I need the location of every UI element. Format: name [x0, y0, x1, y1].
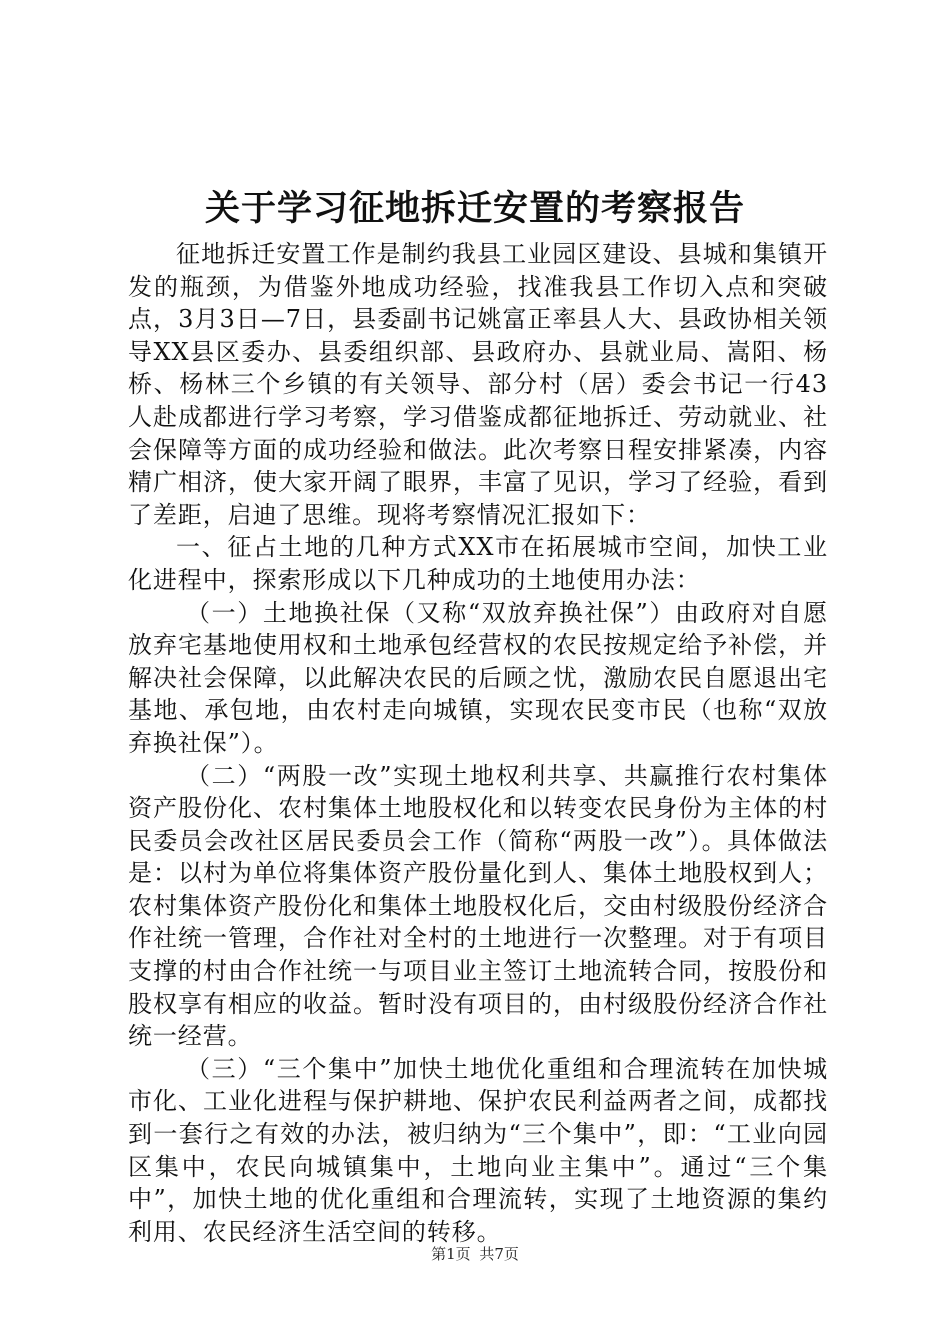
paragraph-section-1: 一、征占土地的几种方式XX市在拓展城市空间，加快工业化进程中，探索形成以下几种成功的土地使用办法： — [128, 533, 828, 594]
paragraph-item-1: （一）土地换社保（又称“双放弃换社保”）由政府对自愿放弃宅基地使用权和土地承包经营权的农民按规定给予补偿，并解决社会保障，以此解决农民的后顾之忧，激励农民自愿退出宅基地、承包地，由农村走向城镇，实现农民变市民（也称“双放弃换社保”）。 — [128, 598, 828, 757]
paragraph-item-2: （二）“两股一改”实现土地权利共享、共赢推行农村集体资产股份化、农村集体土地股权化和以转变农民身份为主体的村民委员会改社区居民委员会工作（简称“两股一改”）。具体做法是：以村为单位将集体资产股份量化到人、集体土地股权到人；农村集体资产股份化和集体土地股权化后，交由村级股份经济合作社统一管理，合作社对全村的土地进行一次整理。对于有项目支撑的村由合作社统一与项目业主签订土地流转合同，按股份和股权享有相应的收益。暂时没有项目的，由村级股份经济合作社统一经营。 — [128, 761, 828, 1051]
page-total: 共7页 — [479, 1245, 519, 1263]
page-number: 第1页 — [431, 1245, 471, 1263]
document-title: 关于学习征地拆迁安置的考察报告 — [204, 189, 745, 229]
document-body — [128, 238, 828, 1248]
paragraph-item-3: （三）“三个集中”加快土地优化重组和合理流转在加快城市化、工业化进程与保护耕地、保护农民利益两者之间，成都找到一套行之有效的办法，被归纳为“三个集中”，即：“工业向园区集中，农民向城镇集中，土地向业主集中”。通过“三个集中”，加快土地的优化重组和合理流转，实现了土地资源的集约利用、农民经济生活空间的转移。 — [128, 1054, 828, 1246]
page-footer — [0, 1244, 950, 1264]
paragraph-intro: 征地拆迁安置工作是制约我县工业园区建设、县城和集镇开发的瓶颈，为借鉴外地成功经验，找准我县工作切入点和突破点，3月3日—7日，县委副书记姚富正率县人大、县政协相关领导XX县区委办、县委组织部、县政府办、县就业局、嵩阳、杨桥、杨林三个乡镇的有关领导、部分村（居）委会书记一行43人赴成都进行学习考察，学习借鉴成都征地拆迁、劳动就业、社会保障等方面的成功经验和做法。此次考察日程安排紧凑，内容精广相济，使大家开阔了眼界，丰富了见识，学习了经验，看到了差距，启迪了思维。现将考察情况汇报如下： — [128, 240, 828, 529]
